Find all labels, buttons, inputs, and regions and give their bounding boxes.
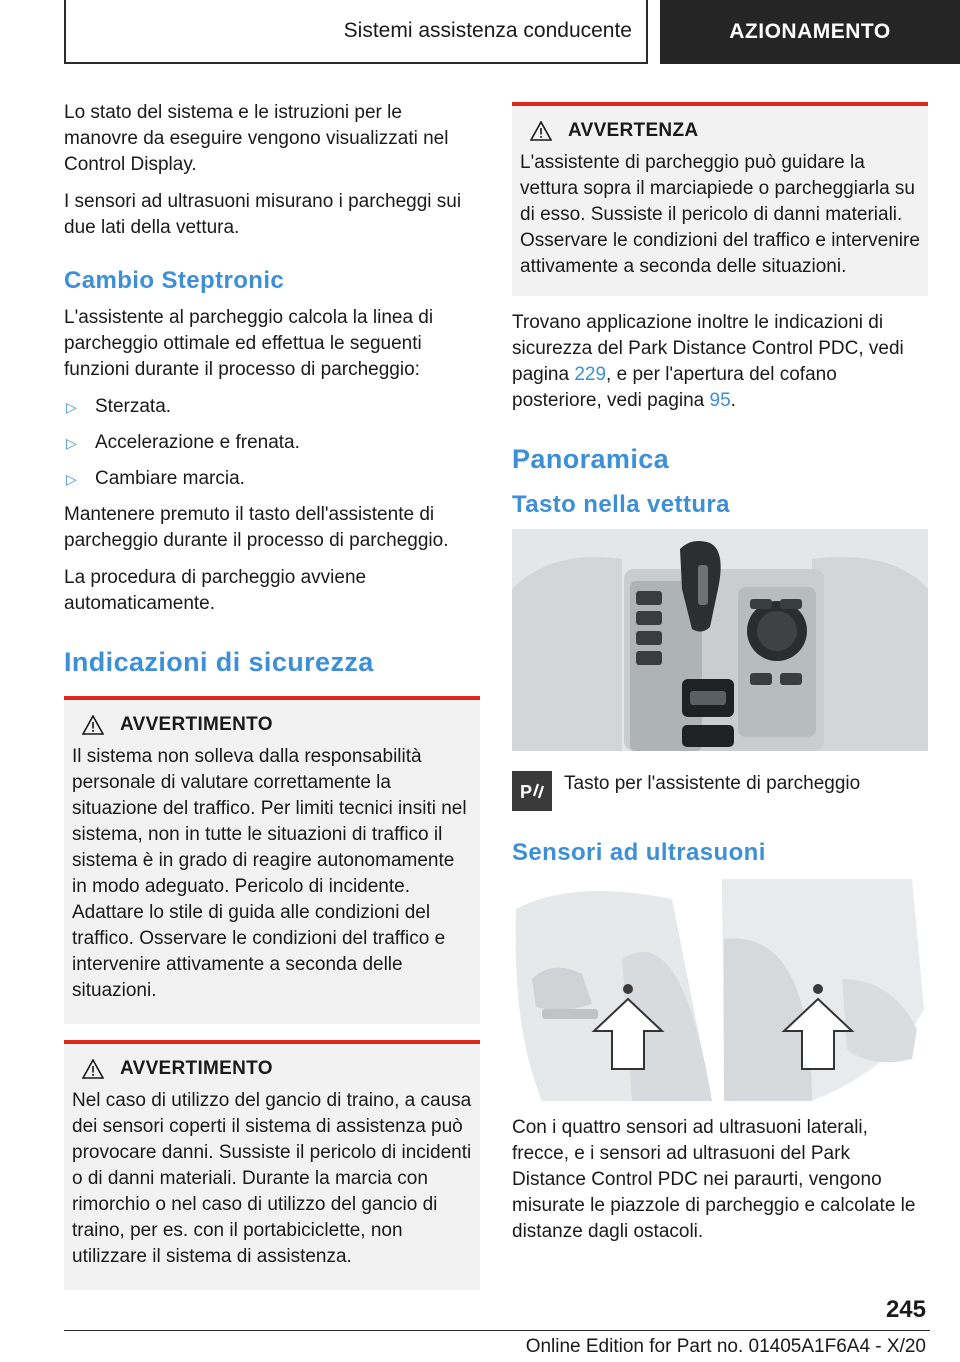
list-item <box>64 394 480 420</box>
bullet-list <box>64 394 480 492</box>
header-section-title: Sistemi assistenza conducente <box>343 19 632 42</box>
warning-title-text: AVVERTIMENTO <box>120 1058 273 1079</box>
paragraph: La procedura di parcheggio avviene automaticamente. <box>64 567 367 614</box>
header-chapter-title: AZIONAMENTO <box>729 20 891 43</box>
paragraph: Lo stato del sistema e le istruzioni per le manovre da eseguire vengono visualizzati nel Control Display. <box>64 102 449 175</box>
list-item <box>64 466 480 492</box>
paragraph: I sensori ad ultrasuoni misurano i parcheggi sui due lati della vettura. <box>64 191 462 238</box>
warning-box <box>64 696 480 1024</box>
notice-title-text: AVVERTENZA <box>568 120 699 141</box>
heading-safety: Indicazioni di sicurezza <box>64 647 374 677</box>
image-caption: Tasto per l'assistente di parcheggio <box>564 773 861 794</box>
warning-triangle-icon <box>82 715 104 735</box>
notice-box <box>512 102 928 296</box>
notice-title <box>520 120 920 142</box>
console-illustration <box>512 529 928 751</box>
heading-sensors: Sensori ad ultrasuoni <box>512 839 766 866</box>
warning-title-text: AVVERTIMENTO <box>120 714 273 735</box>
warning-title <box>72 1058 472 1080</box>
paragraph-text: Trovano applicazione inoltre le indicazioni di sicurezza del Park Distance Control PDC, vedi pagina <box>512 312 904 385</box>
paragraph: L'assistente al parcheggio calcola la linea di parcheggio ottimale ed effettua le seguenti funzioni durante il processo di parcheggio: <box>64 307 434 380</box>
header-chapter-tab <box>660 0 960 64</box>
console-image <box>512 529 928 751</box>
warning-text: Nel caso di utilizzo del gancio di traino, a causa dei sensori coperti il sistema di assistenza può provocare danni. Sussiste il pericolo di incidenti o di danni materiali. Durante la marcia con rimorchio o nel caso di utilizzo del gancio di traino, per es. con il portabiciclette, non utilizzare il sistema di assistenza. <box>72 1090 472 1267</box>
list-item-text: Accelerazione e frenata. <box>95 432 300 453</box>
footer-divider <box>64 1330 930 1331</box>
header-section-tab <box>64 0 648 64</box>
list-item-text: Cambiare marcia. <box>95 468 245 489</box>
notice-text: L'assistente di parcheggio può guidare la vettura sopra il marciapiede o parcheggiarla su di esso. Sussiste il pericolo di danni materiali. Osservare le condizioni del traffico e intervenire attivamente a seconda delle situazioni. <box>520 152 920 277</box>
footer-edition: Online Edition for Part no. 01405A1F6A4 - X/20 <box>525 1336 926 1357</box>
warning-box <box>64 1040 480 1290</box>
list-item <box>64 430 480 456</box>
sensors-illustration <box>512 879 928 1101</box>
park-assist-icon <box>512 771 552 811</box>
warning-title <box>72 714 472 736</box>
page-number: 245 <box>885 1296 926 1323</box>
warning-text: Il sistema non solleva dalla responsabilità personale di valutare correttamente la situazione del traffico. Per limiti tecnici insiti nel sistema, non in tutte le situazioni di traffico il sistema è in grado di reagire autonomamente in modo adeguato. Pericolo di incidente. Adattare lo stile di guida alle condizioni del traffico. Osservare le condizioni del traffico e intervenire attivamente a seconda delle situazioni. <box>72 746 467 1001</box>
svg-text:P: P <box>520 782 533 802</box>
paragraph-text: , e per l'apertura del cofano posteriore, vedi pagina <box>512 364 837 411</box>
right-column <box>512 102 928 1256</box>
left-column <box>64 100 480 1302</box>
paragraph: Mantenere premuto il tasto dell'assistente di parcheggio durante il processo di parcheggio. <box>64 504 449 551</box>
warning-triangle-icon <box>530 121 552 141</box>
warning-triangle-icon <box>82 1059 104 1079</box>
list-item-text: Sterzata. <box>95 396 172 417</box>
paragraph: Con i quattro sensori ad ultrasuoni laterali, frecce, e i sensori ad ultrasuoni del Park Distance Control PDC nei paraurti, vengono misurate le piazzole di parcheggio e calcolate le distanze dagli ostacoli. <box>512 1117 916 1242</box>
page-link-229[interactable]: 229 <box>574 364 607 385</box>
heading-steptronic: Cambio Steptronic <box>64 267 285 294</box>
bullet-triangle-icon: ▷ <box>66 435 77 451</box>
caption-row <box>512 771 928 811</box>
bullet-triangle-icon: ▷ <box>66 471 77 487</box>
paragraph <box>512 310 928 414</box>
page-link-95[interactable]: 95 <box>709 390 731 411</box>
heading-button: Tasto nella vettura <box>512 491 730 518</box>
bullet-triangle-icon: ▷ <box>66 399 77 415</box>
heading-overview: Panoramica <box>512 444 670 474</box>
paragraph-text: . <box>730 390 736 411</box>
sensors-image <box>512 879 928 1101</box>
